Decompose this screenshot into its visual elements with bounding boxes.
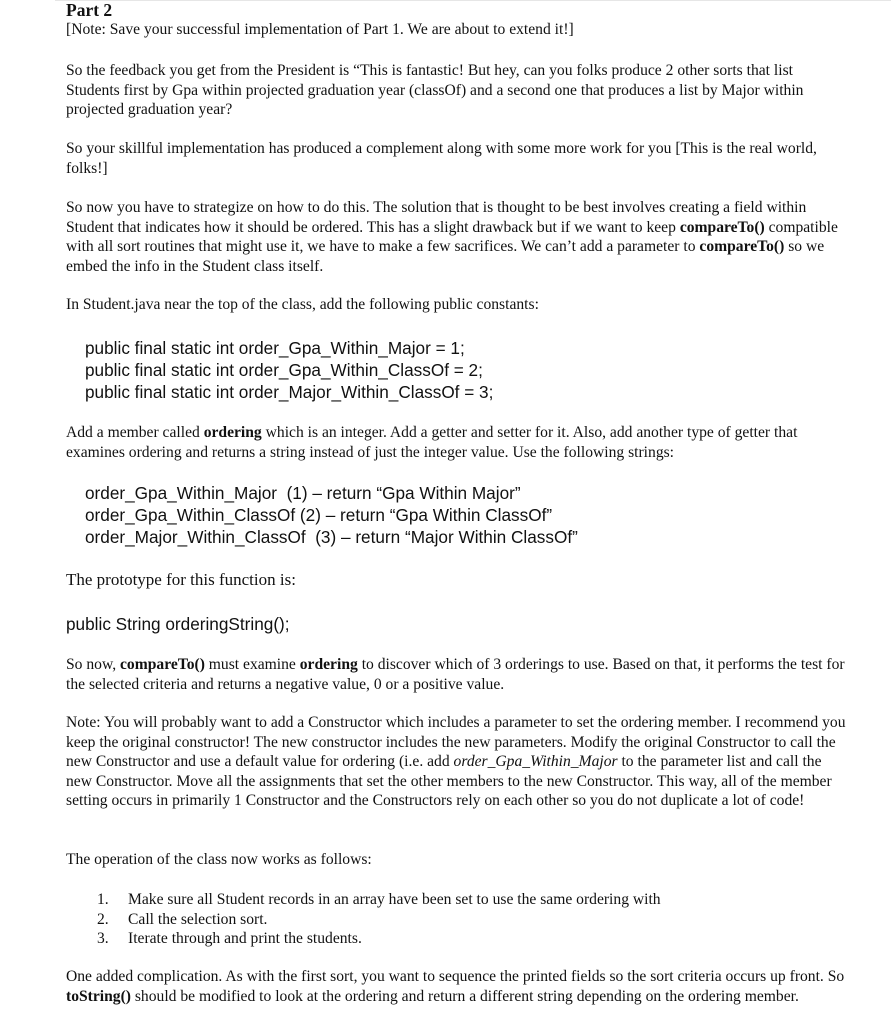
list-item [66,910,846,930]
ordering-string-line: order_Major_Within_ClassOf (3) – return “Major Within ClassOf” [85,527,578,547]
prototype-intro: The prototype for this function is: [66,570,296,589]
constants-code-block [85,337,865,403]
complement-paragraph: So your skillful implementation has produced a complement along with some more work for you [This is the real world, folks!] [66,140,817,177]
strategy-text-2: compatible with all sort routines that might use it, we have to make a few sacrifices. We can’t add a parameter to [66,218,838,255]
strategy-paragraph [66,198,846,276]
constructor-text-2: to the parameter list and call the new Constructor. Move all the assignments that set the other members to the new Constructor. This way, all of the member setting occurs in primarily 1 Constructor and the Constructors rely on each other so you do not duplicate a lot of code! [66,753,832,809]
ordering-bold: ordering [203,424,262,441]
constructor-note-paragraph [66,713,846,811]
ordering-text-2: which is an integer. Add a getter and setter for it. Also, add another type of getter that examines ordering and returns a string instead of just the integer value. Use the following strings: [66,424,798,461]
compareto-text-1: So now, [66,656,121,673]
compareto-bold: compareTo() [120,656,205,673]
constructor-text-1: Note: You will probably want to add a Constructor which includes a parameter to set the ordering member. I recommend you keep the original constructor! The new constructor includes the new parameters. Modify the original Constructor to call the new Constructor and use a default value for ordering (i.e. add [66,714,846,770]
constant-line: public final static int order_Major_Within_ClassOf = 3; [85,382,494,402]
constant-line: public final static int order_Gpa_Within_ClassOf = 2; [85,360,483,380]
ordering-string-line: order_Gpa_Within_ClassOf (2) – return “Gpa Within ClassOf” [85,505,553,525]
step-text: Call the selection sort. [128,910,268,928]
step-number: 2. [97,910,109,928]
ordering-paragraph [66,423,846,462]
constants-intro: In Student.java near the top of the class, add the following public constants: [66,296,539,313]
ordering-string-line: order_Gpa_Within_Major (1) – return “Gpa Within Major” [85,483,521,503]
compareto-paragraph [66,655,846,694]
step-text: Iterate through and print the students. [128,930,362,948]
step-text: Make sure all Student records in an array have been set to use the same ordering with [128,891,661,908]
ordering-bold: ordering [299,656,358,673]
default-ordering-italic: order_Gpa_Within_Major [453,753,618,770]
compareto-text-2: must examine [204,656,300,673]
compareto-text-3: to discover which of 3 orderings to use. Based on that, it performs the test for the selected criteria and returns a negative value, 0 or a positive value. [66,656,845,693]
feedback-paragraph: So the feedback you get from the President is “This is fantastic! But hey, can you folks produce 2 other sorts that list Students first by Gpa within projected graduation year (classOf) and a second one that produces a list by Major within projected graduation year? [66,62,804,118]
tostring-text-2: should be modified to look at the ordering and return a different string depending on the ordering member. [130,987,799,1005]
compareto-bold-1: compareTo() [679,218,765,236]
constant-line: public final static int order_Gpa_Within_Major = 1; [85,338,465,358]
operation-intro: The operation of the class now works as follows: [66,851,372,868]
compareto-bold-2: compareTo() [699,238,785,255]
section-title: Part 2 [66,0,113,20]
ordering-text-1: Add a member called [66,424,204,441]
step-number: 3. [97,930,109,948]
list-item [66,929,846,949]
strategy-text-3: so we embed the info in the Student class itself. [66,238,825,275]
tostring-paragraph [66,967,846,1006]
tostring-text-1: One added complication. As with the first sort, you want to sequence the printed fields so the sort criteria occurs up front. So [66,968,845,985]
ordering-strings-block [85,482,865,548]
step-number: 1. [97,891,109,908]
strategy-text-1: So now you have to strategize on how to do this. The solution that is thought to be best involves creating a field within Student that indicates how it should be ordered. This has a slight drawback but if we want to keep [66,199,807,236]
list-item [66,890,846,910]
prototype-code: public String orderingString(); [66,614,290,634]
operation-steps-list [66,890,846,949]
note-paragraph: [Note: Save your successful implementation of Part 1. We are about to extend it!] [66,21,574,38]
tostring-bold: toString() [66,987,131,1005]
